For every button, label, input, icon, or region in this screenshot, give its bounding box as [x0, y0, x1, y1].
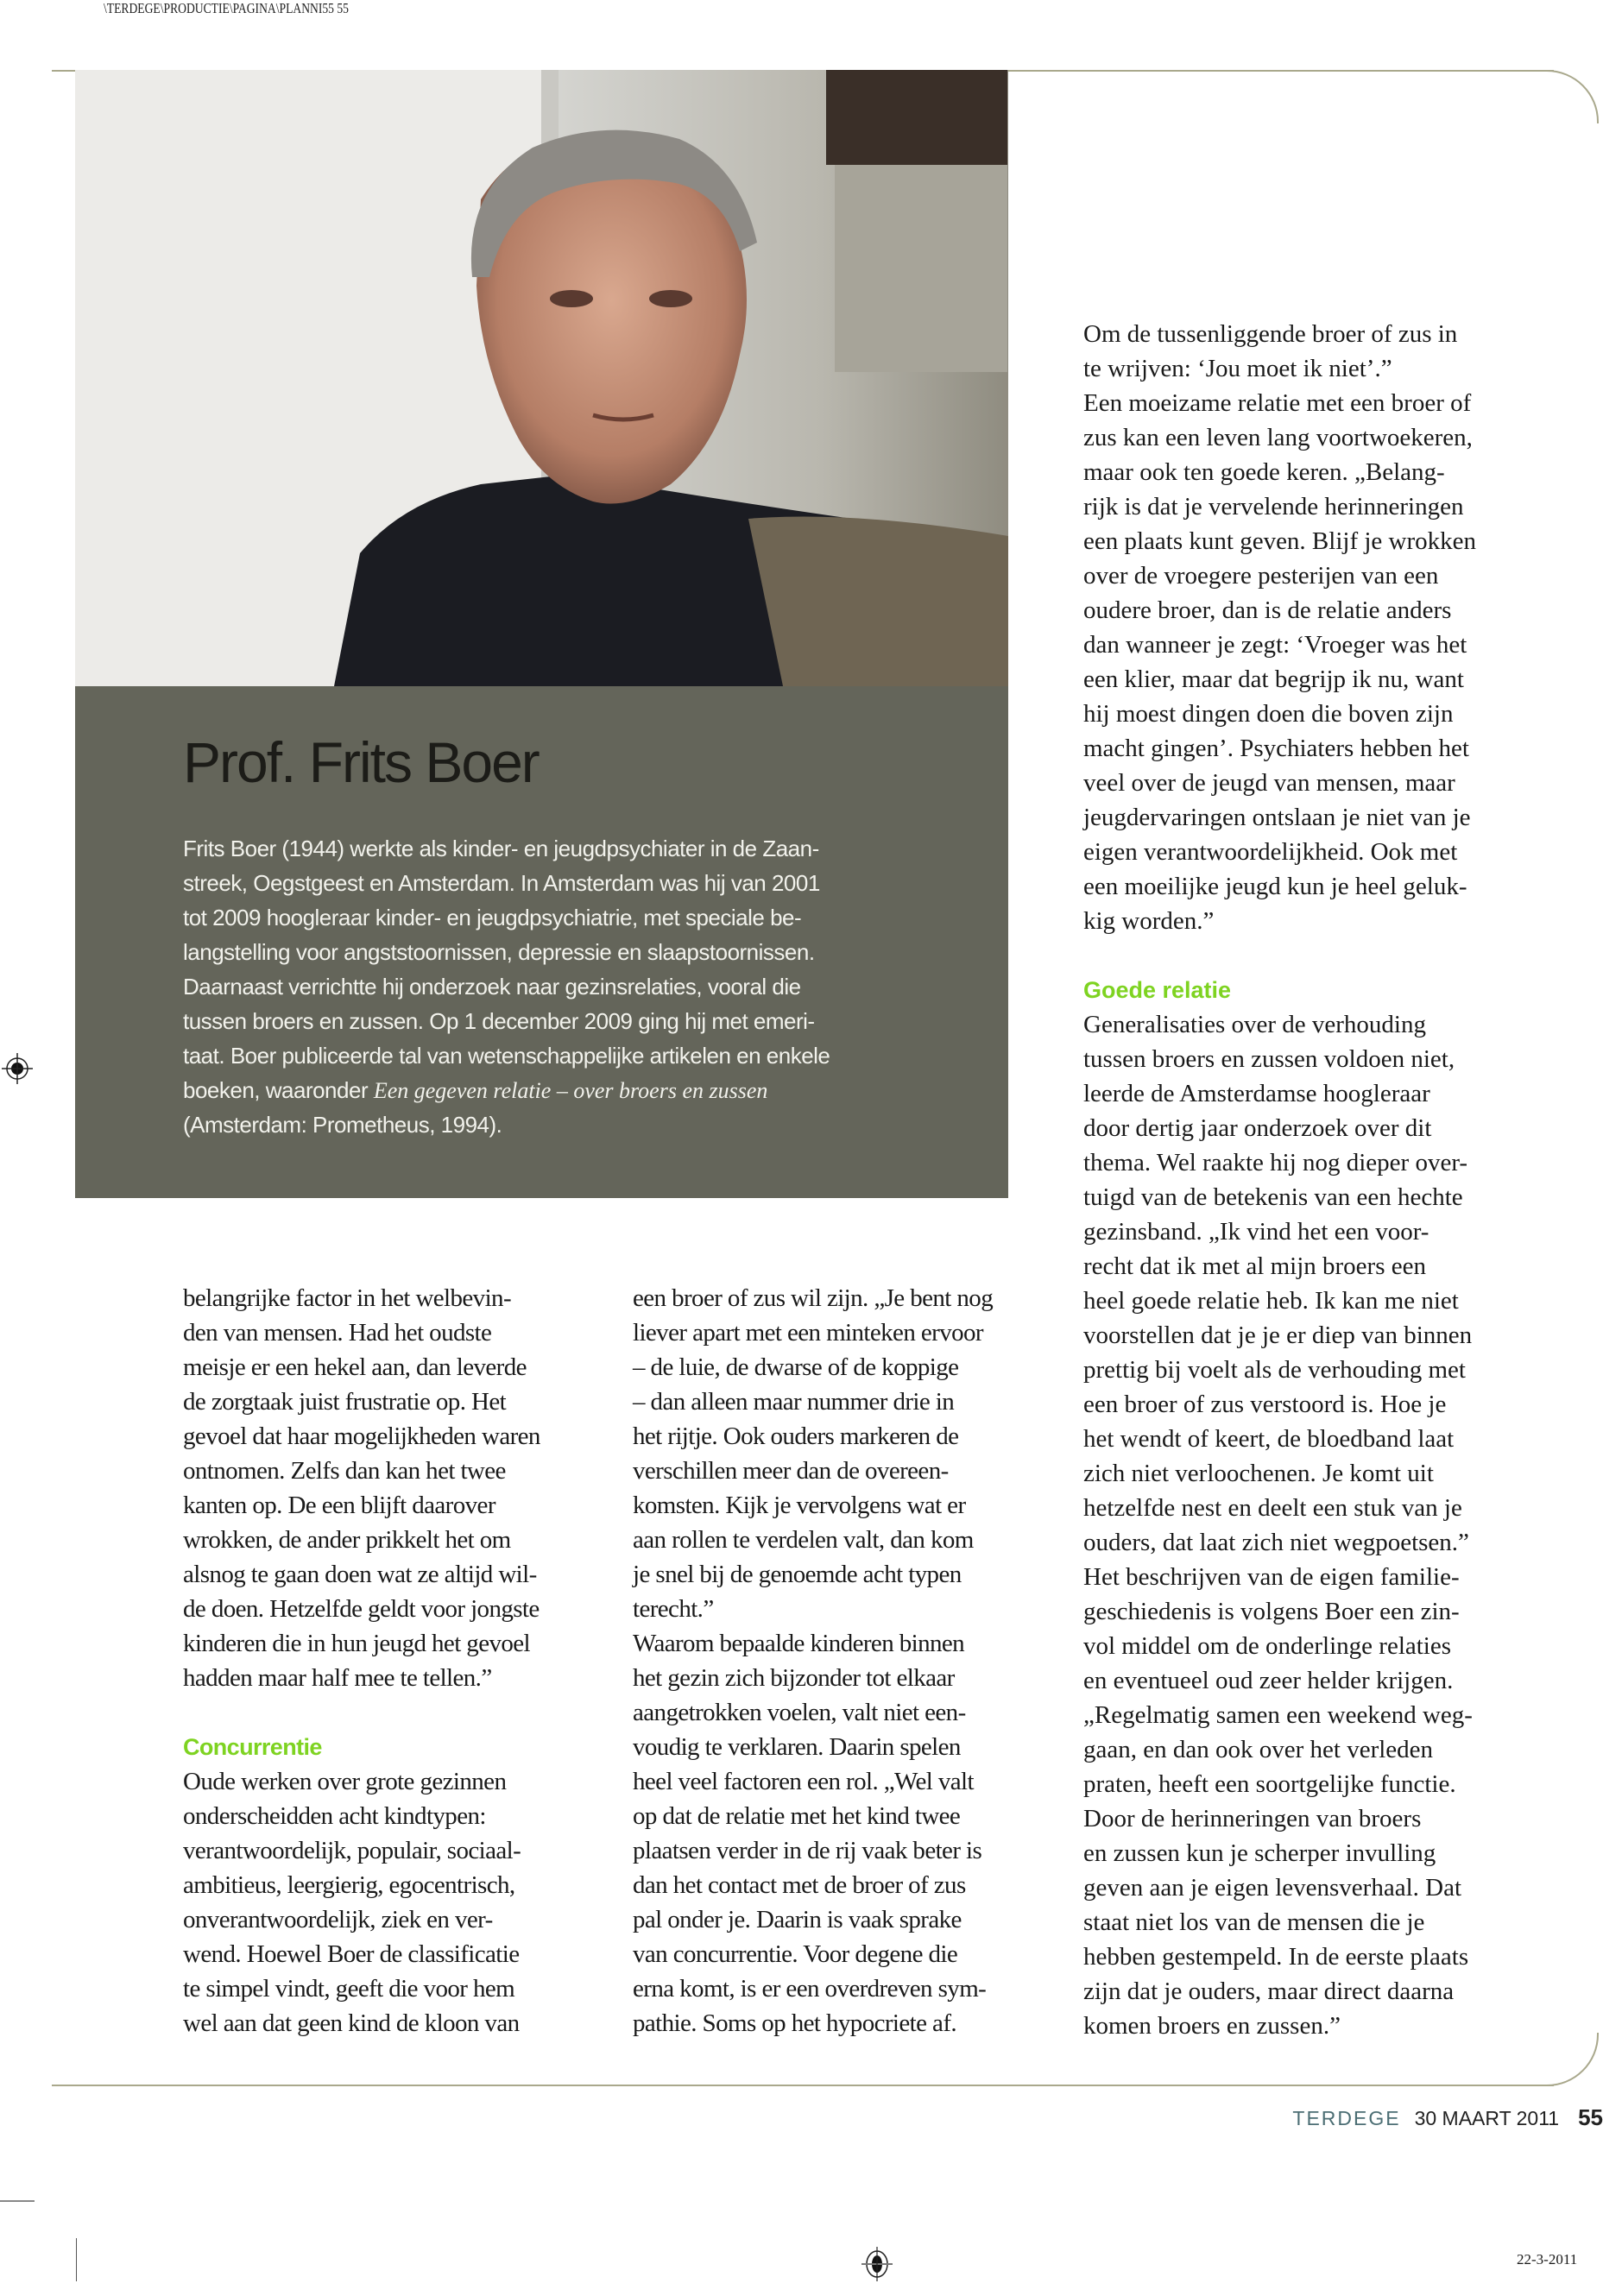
- text-line: een klier, maar dat begrijp ik nu, want: [1083, 665, 1464, 693]
- bio-line: streek, Oegstgeest en Amsterdam. In Amsterdam was hij van 2001: [183, 870, 820, 896]
- text-line: – de luie, de dwarse of de koppige: [633, 1353, 959, 1381]
- bio-books-prefix: boeken, waaronder: [183, 1077, 374, 1103]
- text-line: en zussen kun je scherper invulling: [1083, 1839, 1436, 1867]
- text-line: wrokken, de ander prikkelt het om: [183, 1526, 511, 1554]
- text-line: een moeilijke jeugd kun je heel geluk-: [1083, 873, 1467, 900]
- text-line: Oude werken over grote gezinnen: [183, 1768, 507, 1795]
- bio-line: tussen broers en zussen. Op 1 december 2009 ging hij met emeri-: [183, 1008, 815, 1034]
- bio-line: tot 2009 hoogleraar kinder- en jeugdpsychiatrie, met speciale be-: [183, 905, 802, 930]
- text-line: komen broers en zussen.”: [1083, 2012, 1341, 2040]
- text-line: hetzelfde nest en deelt een stuk van je: [1083, 1494, 1462, 1522]
- slug-path-text: \TERDEGE\PRODUCTIE\PAGINA\PLANNI55 55: [104, 0, 349, 16]
- text-line: zich niet verloochenen. Je komt uit: [1083, 1460, 1434, 1487]
- text-line: dan het contact met de broer of zus: [633, 1871, 966, 1899]
- text-line: verschillen meer dan de overeen-: [633, 1457, 949, 1485]
- text-line: de zorgtaak juist frustratie op. Het: [183, 1388, 507, 1416]
- text-line: meisje er een hekel aan, dan leverde: [183, 1353, 527, 1381]
- magazine-name: TERDEGE: [1292, 2107, 1401, 2129]
- text-line: tuigd van de betekenis van een hechte: [1083, 1183, 1463, 1211]
- text-line: maar ook ten goede keren. „Belang-: [1083, 458, 1445, 486]
- bio-line: langstelling voor angststoornissen, depressie en slaapstoornissen.: [183, 939, 815, 965]
- text-line: terecht.”: [633, 1595, 714, 1623]
- text-line: hebben gestempeld. In de eerste plaats: [1083, 1943, 1469, 1971]
- bio-line: Frits Boer (1944) werkte als kinder- en jeugdpsychiater in de Zaan-: [183, 836, 819, 861]
- bio-publisher-line: (Amsterdam: Prometheus, 1994).: [183, 1112, 502, 1138]
- page-number: 55: [1578, 2104, 1603, 2130]
- text-line: van concurrentie. Voor degene die: [633, 1940, 958, 1968]
- bio-box: [75, 686, 1008, 1198]
- text-line: dan wanneer je zegt: ‘Vroeger was het: [1083, 631, 1467, 659]
- bio-title: Prof. Frits Boer: [183, 730, 539, 794]
- text-line: ambitieus, leergierig, egocentrisch,: [183, 1871, 515, 1899]
- text-line: belangrijke factor in het welbevin-: [183, 1284, 512, 1312]
- text-line: alsnog te gaan doen wat ze altijd wil-: [183, 1561, 537, 1588]
- page-footer: [1292, 2104, 1603, 2131]
- text-line: gaan, en dan ook over het verleden: [1083, 1736, 1434, 1763]
- text-line: macht gingen’. Psychiaters hebben het: [1083, 735, 1469, 762]
- text-line: pal onder je. Daarin is vaak sprake: [633, 1906, 962, 1933]
- crop-mark: [0, 2200, 35, 2202]
- text-line: aangetrokken voelen, valt niet een-: [633, 1699, 966, 1726]
- slug-path: [104, 0, 410, 17]
- text-line: staat niet los van de mensen die je: [1083, 1908, 1425, 1936]
- text-line: zijn dat je ouders, maar direct daarna: [1083, 1977, 1455, 2005]
- text-line: wend. Hoewel Boer de classificatie: [183, 1940, 520, 1968]
- text-line: onverantwoordelijk, ziek en ver-: [183, 1906, 493, 1933]
- text-line: den van mensen. Had het oudste: [183, 1319, 492, 1347]
- text-line: plaatsen verder in de rij vaak beter is: [633, 1837, 982, 1864]
- text-line: Waarom bepaalde kinderen binnen: [633, 1630, 965, 1657]
- blank-line: [183, 1695, 632, 1730]
- text-line: onderscheidden acht kindtypen:: [183, 1802, 486, 1830]
- text-line: erna komt, is er een overdreven sym-: [633, 1975, 987, 2003]
- text-line: aan rollen te verdelen valt, dan kom: [633, 1526, 974, 1554]
- text-line: praten, heeft een soortgelijke functie.: [1083, 1770, 1456, 1798]
- crop-mark: [76, 2238, 77, 2281]
- text-line: te simpel vindt, geeft die voor hem: [183, 1975, 515, 2003]
- text-line: hadden maar half mee te tellen.”: [183, 1664, 492, 1692]
- slug-date: 22-3-2011: [1517, 2251, 1578, 2268]
- text-line: heel goede relatie heb. Ik kan me niet: [1083, 1287, 1459, 1315]
- text-line: en eventueel oud zeer helder krijgen.: [1083, 1667, 1454, 1694]
- text-line: voudig te verklaren. Daarin spelen: [633, 1733, 961, 1761]
- text-line: geven aan je eigen levensverhaal. Dat: [1083, 1874, 1462, 1902]
- text-line: een broer of zus verstoord is. Hoe je: [1083, 1391, 1447, 1418]
- section-heading: Concurrentie: [183, 1734, 322, 1760]
- text-line: liever apart met een minteken ervoor: [633, 1319, 983, 1347]
- text-line: prettig bij voelt als de verhouding met: [1083, 1356, 1466, 1384]
- text-line: gevoel dat haar mogelijkheden waren: [183, 1422, 540, 1450]
- text-line: te wrijven: ‘Jou moet ik niet’.”: [1083, 355, 1392, 382]
- article-column-2: [633, 1281, 1082, 2041]
- text-line: komsten. Kijk je vervolgens wat er: [633, 1492, 966, 1519]
- text-line: door dertig jaar onderzoek over dit: [1083, 1114, 1432, 1142]
- text-line: een broer of zus wil zijn. „Je bent nog: [633, 1284, 994, 1312]
- article-column-3: [1083, 317, 1532, 2043]
- text-line: voorstellen dat je je er diep van binnen: [1083, 1321, 1473, 1349]
- text-line: zus kan een leven lang voortwoekeren,: [1083, 424, 1473, 451]
- text-line: heel veel factoren een rol. „Wel valt: [633, 1768, 974, 1795]
- text-line: Een moeizame relatie met een broer of: [1083, 389, 1472, 417]
- text-line: veel over de jeugd van mensen, maar: [1083, 769, 1455, 797]
- text-line: Het beschrijven van de eigen familie-: [1083, 1563, 1460, 1591]
- text-line: leerde de Amsterdamse hoogleraar: [1083, 1080, 1430, 1107]
- text-line: wel aan dat geen kind de kloon van: [183, 2009, 520, 2037]
- text-line: hij moest dingen doen die boven zijn: [1083, 700, 1454, 728]
- text-line: oudere broer, dan is de relatie anders: [1083, 596, 1452, 624]
- text-line: rijk is dat je vervelende herinneringen: [1083, 493, 1464, 520]
- text-line: eigen verantwoordelijkheid. Ook met: [1083, 838, 1458, 866]
- book-title: Een gegeven relatie – over broers en zussen: [373, 1078, 768, 1103]
- text-line: kanten op. De een blijft daarover: [183, 1492, 495, 1519]
- text-line: het gezin zich bijzonder tot elkaar: [633, 1664, 955, 1692]
- bio-books-line: [183, 1073, 977, 1107]
- text-line: „Regelmatig samen een weekend weg-: [1083, 1701, 1473, 1729]
- text-line: kig worden.”: [1083, 907, 1215, 935]
- text-line: – dan alleen maar nummer drie in: [633, 1388, 955, 1416]
- section-heading: Goede relatie: [1083, 977, 1232, 1003]
- text-line: Om de tussenliggende broer of zus in: [1083, 320, 1458, 348]
- bio-text: [183, 831, 977, 1142]
- text-line: verantwoordelijk, populair, sociaal-: [183, 1837, 521, 1864]
- text-line: kinderen die in hun jeugd het gevoel: [183, 1630, 531, 1657]
- text-line: een plaats kunt geven. Blijf je wrokken: [1083, 527, 1477, 555]
- text-line: geschiedenis is volgens Boer een zin-: [1083, 1598, 1460, 1625]
- text-line: Door de herinneringen van broers: [1083, 1805, 1422, 1832]
- registration-mark-icon: [861, 2247, 893, 2281]
- text-line: jeugdervaringen ontslaan je niet van je: [1083, 804, 1471, 831]
- portrait-photo: [75, 70, 1008, 686]
- text-line: je snel bij de genoemde acht typen: [633, 1561, 962, 1588]
- bio-line: Daarnaast verrichtte hij onderzoek naar gezinsrelaties, vooral die: [183, 974, 801, 1000]
- issue-date: 30 MAART 2011: [1414, 2107, 1560, 2129]
- text-line: ouders, dat laat zich niet wegpoetsen.”: [1083, 1529, 1469, 1556]
- top-rule-corner: [1545, 70, 1599, 123]
- text-line: thema. Wel raakte hij nog dieper over-: [1083, 1149, 1468, 1176]
- text-line: de doen. Hetzelfde geldt voor jongste: [183, 1595, 540, 1623]
- text-line: recht dat ik met al mijn broers een: [1083, 1252, 1426, 1280]
- text-line: het wendt of keert, de bloedband laat: [1083, 1425, 1455, 1453]
- text-line: pathie. Soms op het hypocriete af.: [633, 2009, 957, 2037]
- text-line: op dat de relatie met het kind twee: [633, 1802, 961, 1830]
- text-line: vol middel om de onderlinge relaties: [1083, 1632, 1452, 1660]
- text-line: over de vroegere pesterijen van een: [1083, 562, 1439, 590]
- article-column-1: [183, 1281, 632, 2041]
- bottom-rule-corner: [1545, 2033, 1599, 2086]
- bottom-rule: [52, 2085, 1554, 2086]
- blank-line: [1083, 938, 1532, 973]
- text-line: Generalisaties over de verhouding: [1083, 1011, 1426, 1038]
- registration-mark-icon: [2, 1053, 33, 1084]
- bio-line: taat. Boer publiceerde tal van wetenschappelijke artikelen en enkele: [183, 1043, 830, 1069]
- text-line: tussen broers en zussen voldoen niet,: [1083, 1045, 1455, 1073]
- text-line: gezinsband. „Ik vind het een voor-: [1083, 1218, 1429, 1246]
- text-line: het rijtje. Ook ouders markeren de: [633, 1422, 959, 1450]
- text-line: ontnomen. Zelfs dan kan het twee: [183, 1457, 506, 1485]
